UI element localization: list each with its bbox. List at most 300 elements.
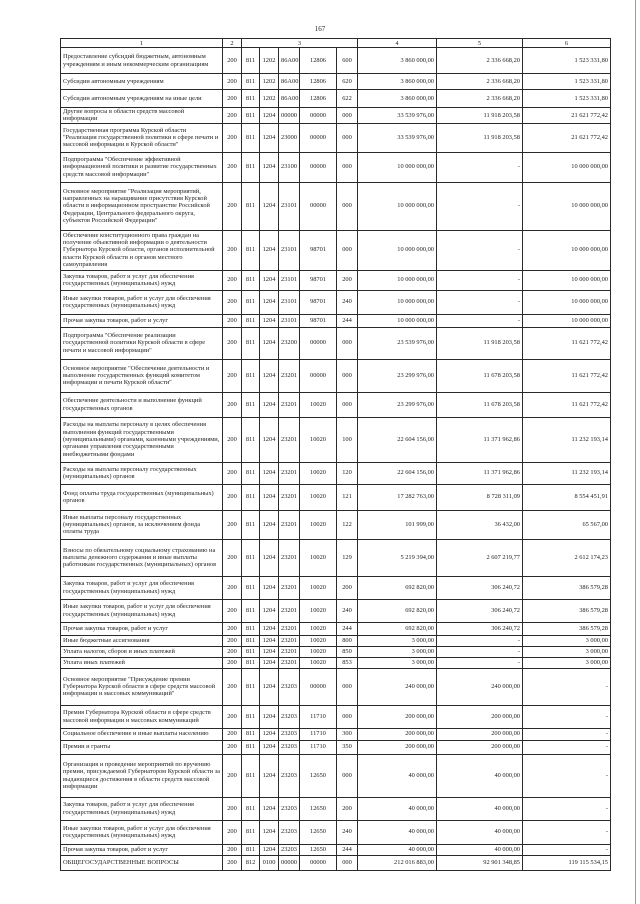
col-3-code-2: 1204	[260, 657, 279, 668]
table-row	[61, 576, 611, 599]
col-5-amount: 11 371 962,86	[437, 462, 523, 484]
col-3-code-3: 23201	[279, 462, 300, 484]
row-description: Премии и гранты	[61, 740, 223, 754]
col-3-code-1: 811	[242, 705, 260, 728]
col-4-amount: 200 000,00	[358, 740, 437, 754]
col-3-code-3: 23201	[279, 510, 300, 539]
col-2-code: 200	[223, 576, 242, 599]
col-4-amount: 40 000,00	[358, 797, 437, 820]
col-3-code-4: 10020	[300, 657, 337, 668]
row-description: Организация и проведение мероприятий по вручению премии, присуждаемой Губернатором Курской области за выдающиеся достижения в области средств массовой информации	[61, 754, 223, 797]
col-3-code-4: 00000	[300, 855, 337, 870]
col-2-code: 200	[223, 270, 242, 290]
col-3-code-2: 1204	[260, 622, 279, 635]
col-6-amount: 386 579,28	[523, 622, 611, 635]
col-3-code-2: 0100	[260, 855, 279, 870]
col-3-code-3: 86А00	[279, 48, 300, 74]
col-5-amount: 2 336 668,20	[437, 48, 523, 74]
table-row	[61, 635, 611, 646]
col-2-code: 200	[223, 90, 242, 108]
col-2-code: 200	[223, 359, 242, 392]
col-2-code: 200	[223, 182, 242, 230]
col-3-code-5: 121	[337, 484, 358, 510]
row-description: Премия Губернатора Курской области в сфере средств массовой информации и массовых коммуникаций	[61, 705, 223, 728]
col-3-code-5: 000	[337, 668, 358, 705]
col-3-code-4: 00000	[300, 359, 337, 392]
col-3-code-3: 00000	[279, 855, 300, 870]
col-6-amount: 65 567,00	[523, 510, 611, 539]
col-4-amount: 10 000 000,00	[358, 290, 437, 314]
col-6-amount: -	[523, 820, 611, 844]
table-row	[61, 484, 611, 510]
col-3-code-2: 1202	[260, 74, 279, 90]
col-3-code-4: 12650	[300, 797, 337, 820]
col-3-code-2: 1204	[260, 576, 279, 599]
col-2-code: 200	[223, 510, 242, 539]
col-3-code-1: 811	[242, 230, 260, 270]
col-2-code: 200	[223, 844, 242, 855]
col-3-code-3: 23101	[279, 270, 300, 290]
col-6-amount: 10 000 000,00	[523, 230, 611, 270]
table-row	[61, 314, 611, 327]
col-3-code-4: 10020	[300, 635, 337, 646]
col-6-amount: 386 579,28	[523, 576, 611, 599]
col-3-code-2: 1204	[260, 740, 279, 754]
col-6-amount: 119 115 534,15	[523, 855, 611, 870]
col-4-amount: 40 000,00	[358, 844, 437, 855]
col-3-code-5: 300	[337, 728, 358, 740]
col-3-code-5: 800	[337, 635, 358, 646]
col-5-amount: -	[437, 635, 523, 646]
budget-table	[60, 38, 611, 871]
col-3-code-4: 10020	[300, 539, 337, 576]
col-3-code-5: 200	[337, 270, 358, 290]
col-3-code-3: 23100	[279, 152, 300, 182]
col-3-code-3: 23201	[279, 359, 300, 392]
col-2-code: 200	[223, 855, 242, 870]
row-description: Уплата иных платежей	[61, 657, 223, 668]
row-description: Обеспечение деятельности и выполнение функций государственных органов	[61, 392, 223, 417]
row-description: Прочая закупка товаров, работ и услуг	[61, 314, 223, 327]
col-2-code: 200	[223, 230, 242, 270]
row-description: Закупка товаров, работ и услуг для обеспечения государственных (муниципальных) нужд	[61, 797, 223, 820]
col-4-amount: 3 860 000,00	[358, 48, 437, 74]
col-6-amount: 10 000 000,00	[523, 270, 611, 290]
row-description: Субсидии автономным учреждениям	[61, 74, 223, 90]
row-description: Подпрограмма "Обеспечение эффективной информационной политики и развитие государственных средств массовой информации"	[61, 152, 223, 182]
table-row	[61, 74, 611, 90]
col-6-amount: 10 000 000,00	[523, 182, 611, 230]
col-4-amount: 23 299 976,00	[358, 392, 437, 417]
col-3-code-1: 811	[242, 314, 260, 327]
col-3-code-4: 12650	[300, 820, 337, 844]
col-3-code-1: 812	[242, 855, 260, 870]
col-6-amount: 11 621 772,42	[523, 327, 611, 359]
col-5-amount: -	[437, 270, 523, 290]
row-description: Прочая закупка товаров, работ и услуг	[61, 622, 223, 635]
col-4-amount: 10 000 000,00	[358, 230, 437, 270]
col-5-amount: 2 607 219,77	[437, 539, 523, 576]
table-row	[61, 152, 611, 182]
table-row	[61, 539, 611, 576]
col-3-code-1: 811	[242, 123, 260, 152]
col-6-amount: 3 000,00	[523, 657, 611, 668]
col-3-code-1: 811	[242, 152, 260, 182]
col-3-code-4: 12650	[300, 844, 337, 855]
col-6-amount: 1 523 331,80	[523, 90, 611, 108]
col-3-code-1: 811	[242, 108, 260, 124]
col-5-amount: -	[437, 290, 523, 314]
col-3-code-2: 1202	[260, 90, 279, 108]
col-3-code-4: 12806	[300, 74, 337, 90]
col-2-code: 200	[223, 740, 242, 754]
col-3-code-3: 23201	[279, 484, 300, 510]
col-4-amount: 200 000,00	[358, 728, 437, 740]
table-row	[61, 657, 611, 668]
col-3-code-3: 23201	[279, 539, 300, 576]
col-3-code-5: 622	[337, 90, 358, 108]
col-3-code-4: 10020	[300, 646, 337, 657]
col-3-code-3: 00000	[279, 108, 300, 124]
col-2-code: 200	[223, 123, 242, 152]
col-3-code-2: 1204	[260, 646, 279, 657]
col-4-amount: 10 000 000,00	[358, 314, 437, 327]
col-3-code-4: 10020	[300, 417, 337, 462]
col-3-code-2: 1204	[260, 230, 279, 270]
row-description: Обеспечение конституционного права граждан на получение объективной информации о деятельности Губернатора Курской области, органов исполнительной власти Курской области и органов местного самоуправления	[61, 230, 223, 270]
col-3-code-1: 811	[242, 740, 260, 754]
col-2-code: 200	[223, 392, 242, 417]
col-3-code-3: 23101	[279, 230, 300, 270]
row-description: Иные выплаты персоналу государственных (муниципальных) органов, за исключением фонда оплаты труда	[61, 510, 223, 539]
col-6-amount: 11 232 193,14	[523, 462, 611, 484]
col-3-code-4: 98701	[300, 230, 337, 270]
col-3-code-2: 1204	[260, 290, 279, 314]
col-3-code-2: 1204	[260, 754, 279, 797]
col-3-code-5: 000	[337, 182, 358, 230]
table-row	[61, 510, 611, 539]
col-3-code-2: 1204	[260, 510, 279, 539]
col-3-code-2: 1204	[260, 270, 279, 290]
col-2-code: 200	[223, 314, 242, 327]
col-4-amount: 3 000,00	[358, 657, 437, 668]
col-3-code-2: 1204	[260, 123, 279, 152]
col-4-amount: 5 219 394,00	[358, 539, 437, 576]
col-3-code-1: 811	[242, 820, 260, 844]
col-6-amount: -	[523, 797, 611, 820]
col-3-code-5: 240	[337, 599, 358, 622]
col-3-code-5: 200	[337, 576, 358, 599]
col-3-code-1: 811	[242, 599, 260, 622]
table-row	[61, 855, 611, 870]
table-row	[61, 797, 611, 820]
col-3-code-5: 000	[337, 108, 358, 124]
col-3-code-5: 000	[337, 855, 358, 870]
row-description: Расходы на выплаты персоналу в целях обеспечения выполнения функций государственными (муниципальными) органами, казенными учреждениями, органами управления государственными внебюджетными фондами	[61, 417, 223, 462]
col-3-code-5: 244	[337, 622, 358, 635]
col-4-amount: 23 539 976,00	[358, 327, 437, 359]
col-3-code-5: 000	[337, 705, 358, 728]
col-5-amount: 11 678 203,58	[437, 392, 523, 417]
table-row	[61, 599, 611, 622]
col-2-code: 200	[223, 820, 242, 844]
table-row	[61, 646, 611, 657]
table-row	[61, 182, 611, 230]
col-3-code-5: 350	[337, 740, 358, 754]
col-4-amount: 22 604 156,00	[358, 417, 437, 462]
col-2-code: 200	[223, 728, 242, 740]
col-2-code: 200	[223, 462, 242, 484]
col-2-code: 200	[223, 327, 242, 359]
col-3-code-3: 23201	[279, 646, 300, 657]
scan-edge	[635, 0, 636, 904]
col-5-amount: 40 000,00	[437, 844, 523, 855]
col-3-code-1: 811	[242, 576, 260, 599]
col-3-code-5: 850	[337, 646, 358, 657]
row-description: Расходы на выплаты персоналу государственных (муниципальных) органов	[61, 462, 223, 484]
row-description: Основное мероприятие "Присуждение премии Губернатора Курской области в сфере средств массовой информации и массовых коммуникаций"	[61, 668, 223, 705]
row-description: Государственная программа Курской области "Реализация государственной политики в сфере печати и массовой информации в Курской области"	[61, 123, 223, 152]
col-6-amount: 2 612 174,23	[523, 539, 611, 576]
col-4-amount: 200 000,00	[358, 705, 437, 728]
col-3-code-4: 12806	[300, 48, 337, 74]
col-6-amount: 21 621 772,42	[523, 123, 611, 152]
col-3-code-5: 000	[337, 230, 358, 270]
col-3-code-2: 1202	[260, 48, 279, 74]
col-3-code-1: 811	[242, 74, 260, 90]
col-2-code: 200	[223, 657, 242, 668]
col-5-amount: 306 240,72	[437, 622, 523, 635]
col-3-code-4: 00000	[300, 108, 337, 124]
row-description: Социальное обеспечение и иные выплаты населению	[61, 728, 223, 740]
col-3-code-1: 811	[242, 754, 260, 797]
col-6-amount: 11 621 772,42	[523, 392, 611, 417]
col-6-amount: -	[523, 754, 611, 797]
col-5-amount: -	[437, 314, 523, 327]
col-3-code-3: 23203	[279, 705, 300, 728]
column-number-5: 5	[437, 39, 523, 48]
col-3-code-1: 811	[242, 392, 260, 417]
col-3-code-4: 10020	[300, 510, 337, 539]
col-5-amount: -	[437, 182, 523, 230]
column-number-4: 4	[358, 39, 437, 48]
row-description: Закупка товаров, работ и услуг для обеспечения государственных (муниципальных) нужд	[61, 270, 223, 290]
column-number-1: 1	[61, 39, 223, 48]
col-3-code-1: 811	[242, 797, 260, 820]
table-row	[61, 392, 611, 417]
col-2-code: 200	[223, 599, 242, 622]
col-3-code-5: 244	[337, 314, 358, 327]
col-3-code-3: 23000	[279, 123, 300, 152]
row-description: Иные закупки товаров, работ и услуг для обеспечения государственных (муниципальных) нужд	[61, 820, 223, 844]
col-3-code-2: 1204	[260, 844, 279, 855]
col-4-amount: 40 000,00	[358, 820, 437, 844]
table-row	[61, 740, 611, 754]
col-5-amount: -	[437, 657, 523, 668]
col-4-amount: 240 000,00	[358, 668, 437, 705]
col-4-amount: 10 000 000,00	[358, 270, 437, 290]
table-row	[61, 417, 611, 462]
table-row	[61, 359, 611, 392]
row-description: Фонд оплаты труда государственных (муниципальных) органов	[61, 484, 223, 510]
col-3-code-4: 00000	[300, 668, 337, 705]
col-2-code: 200	[223, 74, 242, 90]
col-3-code-5: 120	[337, 462, 358, 484]
row-description: Подпрограмма "Обеспечение реализации государственной политики Курской области в сфере печати и массовой информации"	[61, 327, 223, 359]
row-description: Иные закупки товаров, работ и услуг для обеспечения государственных (муниципальных) нужд	[61, 290, 223, 314]
col-6-amount: -	[523, 844, 611, 855]
col-6-amount: 3 000,00	[523, 646, 611, 657]
column-number-row	[61, 39, 611, 48]
col-5-amount: 11 371 962,86	[437, 417, 523, 462]
col-3-code-5: 600	[337, 48, 358, 74]
col-3-code-4: 10020	[300, 484, 337, 510]
col-3-code-3: 23201	[279, 392, 300, 417]
col-4-amount: 3 000,00	[358, 646, 437, 657]
col-3-code-2: 1204	[260, 797, 279, 820]
col-4-amount: 33 539 976,00	[358, 108, 437, 124]
col-6-amount: -	[523, 728, 611, 740]
col-3-code-1: 811	[242, 510, 260, 539]
col-3-code-3: 23203	[279, 820, 300, 844]
col-3-code-4: 10020	[300, 576, 337, 599]
col-3-code-4: 12650	[300, 754, 337, 797]
col-3-code-3: 23201	[279, 657, 300, 668]
col-2-code: 200	[223, 48, 242, 74]
table-row	[61, 844, 611, 855]
col-3-code-2: 1204	[260, 417, 279, 462]
col-4-amount: 3 860 000,00	[358, 74, 437, 90]
col-3-code-4: 98701	[300, 270, 337, 290]
col-3-code-3: 86А00	[279, 74, 300, 90]
col-3-code-5: 620	[337, 74, 358, 90]
col-4-amount: 17 282 763,00	[358, 484, 437, 510]
col-6-amount: -	[523, 668, 611, 705]
col-3-code-4: 11710	[300, 728, 337, 740]
col-3-code-1: 811	[242, 290, 260, 314]
col-5-amount: 2 336 668,20	[437, 74, 523, 90]
col-3-code-2: 1204	[260, 820, 279, 844]
col-2-code: 200	[223, 668, 242, 705]
col-3-code-5: 122	[337, 510, 358, 539]
row-description: Основное мероприятие "Обеспечение деятельности и выполнение государственных функций комитетом информации и печати Курской области"	[61, 359, 223, 392]
col-3-code-2: 1204	[260, 462, 279, 484]
col-3-code-4: 10020	[300, 622, 337, 635]
col-5-amount: 306 240,72	[437, 576, 523, 599]
row-description: Другие вопросы в области средств массовой информации	[61, 108, 223, 124]
col-4-amount: 10 000 000,00	[358, 182, 437, 230]
col-6-amount: 1 523 331,80	[523, 74, 611, 90]
row-description: Прочая закупка товаров, работ и услуг	[61, 844, 223, 855]
col-6-amount: 8 554 451,91	[523, 484, 611, 510]
table-row	[61, 462, 611, 484]
col-6-amount: 3 000,00	[523, 635, 611, 646]
table-row	[61, 754, 611, 797]
col-3-code-1: 811	[242, 622, 260, 635]
table-row	[61, 230, 611, 270]
col-3-code-2: 1204	[260, 152, 279, 182]
col-4-amount: 212 016 883,00	[358, 855, 437, 870]
col-5-amount: 92 901 348,85	[437, 855, 523, 870]
col-3-code-5: 000	[337, 152, 358, 182]
col-3-code-5: 240	[337, 820, 358, 844]
col-3-code-3: 23201	[279, 576, 300, 599]
col-3-code-1: 811	[242, 539, 260, 576]
row-description: Взносы по обязательному социальному страхованию на выплаты денежного содержания и иные выплаты работникам государственных (муниципальных) органов	[61, 539, 223, 576]
table-row	[61, 123, 611, 152]
col-3-code-2: 1204	[260, 392, 279, 417]
table-row	[61, 90, 611, 108]
col-4-amount: 40 000,00	[358, 754, 437, 797]
col-2-code: 200	[223, 417, 242, 462]
col-3-code-5: 000	[337, 754, 358, 797]
col-3-code-3: 23101	[279, 182, 300, 230]
col-2-code: 200	[223, 754, 242, 797]
col-6-amount: -	[523, 705, 611, 728]
col-2-code: 200	[223, 290, 242, 314]
col-3-code-5: 000	[337, 359, 358, 392]
table-row	[61, 820, 611, 844]
col-4-amount: 22 604 156,00	[358, 462, 437, 484]
col-3-code-4: 11710	[300, 705, 337, 728]
col-2-code: 200	[223, 152, 242, 182]
col-4-amount: 101 999,00	[358, 510, 437, 539]
table-body	[61, 48, 611, 871]
col-3-code-5: 200	[337, 797, 358, 820]
col-3-code-1: 811	[242, 359, 260, 392]
table-row	[61, 705, 611, 728]
col-6-amount: 11 232 193,14	[523, 417, 611, 462]
col-5-amount: 40 000,00	[437, 820, 523, 844]
col-3-code-1: 811	[242, 657, 260, 668]
col-6-amount: -	[523, 740, 611, 754]
col-3-code-2: 1204	[260, 484, 279, 510]
col-3-code-2: 1204	[260, 359, 279, 392]
col-3-code-1: 811	[242, 668, 260, 705]
col-5-amount: 200 000,00	[437, 728, 523, 740]
column-number-2: 2	[223, 39, 242, 48]
col-3-code-5: 129	[337, 539, 358, 576]
col-3-code-5: 853	[337, 657, 358, 668]
col-3-code-3: 23203	[279, 844, 300, 855]
col-5-amount: 40 000,00	[437, 797, 523, 820]
col-5-amount: 11 678 203,58	[437, 359, 523, 392]
col-6-amount: 386 579,28	[523, 599, 611, 622]
col-2-code: 200	[223, 108, 242, 124]
row-description: Уплата налогов, сборов и иных платежей	[61, 646, 223, 657]
table-row	[61, 108, 611, 124]
col-3-code-5: 000	[337, 392, 358, 417]
col-3-code-3: 23101	[279, 314, 300, 327]
col-4-amount: 692 820,00	[358, 622, 437, 635]
table-row	[61, 48, 611, 74]
col-5-amount: 240 000,00	[437, 668, 523, 705]
col-3-code-2: 1204	[260, 539, 279, 576]
col-3-code-2: 1204	[260, 327, 279, 359]
col-6-amount: 10 000 000,00	[523, 290, 611, 314]
col-3-code-1: 811	[242, 728, 260, 740]
col-6-amount: 10 000 000,00	[523, 314, 611, 327]
col-5-amount: 36 432,00	[437, 510, 523, 539]
col-3-code-1: 811	[242, 48, 260, 74]
col-4-amount: 3 000,00	[358, 635, 437, 646]
col-3-code-1: 811	[242, 327, 260, 359]
table-row	[61, 668, 611, 705]
col-2-code: 200	[223, 539, 242, 576]
col-3-code-1: 811	[242, 90, 260, 108]
col-2-code: 200	[223, 484, 242, 510]
page-number: 167	[314, 25, 326, 33]
